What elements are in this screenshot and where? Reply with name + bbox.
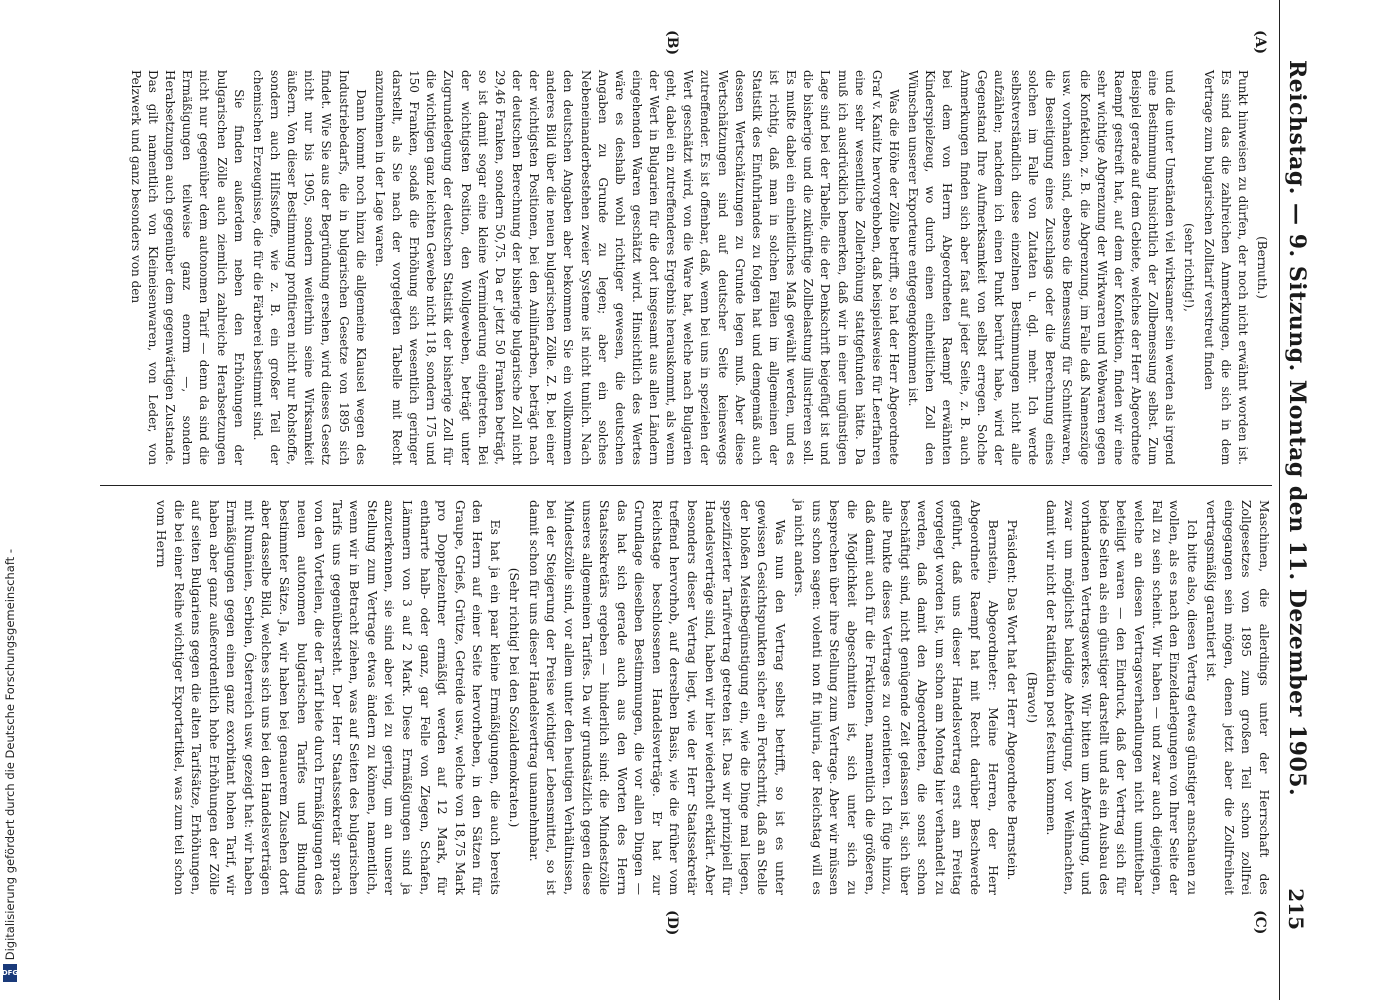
president-statement: Präsident: Das Wort hat der Herr Abgeordnete Bernstein. <box>1005 519 1020 881</box>
margin-marker-b: (B) <box>664 30 680 56</box>
paragraph: Maschinen, die allerdings unter der Herrschaft des Zollgesetzes von 1895 zum großen Teil schon zollfrei eingegangen sein mögen, denen jetzt aber die Zollfreiheit vertragsmäßig garantiert ist. <box>1204 500 1271 895</box>
speech-bernstein: Bernstein, Abgeordneter: Meine Herren, der Herr Abgeordnete Raempf hat mit Recht darüber Beschwerde geführt, daß uns dieser Handelsvertrag erst am Freitag vorgelegt worden ist, um schon am Montag hier verhandelt zu werden, daß damit den Abgeordneten, die sonst schon beschäftigt sind, nicht genügende Zeit gelassen ist, sich über alle Punkte dieses Vertrages zu orientieren. Ich füge hinzu, daß damit auch für die Fraktionen, namentlich die größeren, die Möglichkeit abgeschnitten ist, sich unter sich zu besprechen über ihre Stellung zum Vertrage. Aber wir müssen uns schon sagen: volenti non fit injuria, der Reichstag will es ja nicht anders. <box>792 500 1000 895</box>
dfg-logo: DFG <box>3 964 17 982</box>
right-column <box>100 500 1272 895</box>
column-separator <box>100 485 1272 486</box>
interjection: (Sehr richtig! bei den Sozialdemokraten.) <box>507 567 522 828</box>
speaker-tag: (Bernuth.) <box>1255 236 1269 299</box>
paragraph: und die unter Umständen viel wirksamer sein werden als irgend eine Bestimmung hinsichtlich der Zollbemessung selbst. Zum Beispiel gerade auf dem Gebiete, welches der Herr Abgeordnete Raempf gestreift hat, auf dem der Konfektion, finden wir eine sehr wichtige Abgrenzung der Wirkwaren und Webwaren gegen die Konfektion, z. B. die Abgrenzung, im Falle daß Namenszüge usw. vorhanden sind, ebenso die Bemessung für Schnittwaren, die Beseitigung eines Zuschlags oder die Berechnung eines solchen im Falle von Zutaten u. dgl. mehr. Ich werde selbstverständlich diese einzelnen Bestimmungen nicht alle aufzählen; nachdem ich einen Punkt berührt habe, wird der Gegenstand Ihre Aufmerksamkeit von selbst erregen. Solche Anmerkungen finden sich aber fast auf jeder Seite, z. B. auch bei dem von Herrn Abgeordneten Raempf erwähnten Kinderspielzeug, wo durch einen einheitlichen Zoll den Wünschen unserer Exporteure entgegengekommen ist. <box>906 70 1178 465</box>
paragraph: Dann kommt noch hinzu die allgemeine Klausel wegen des Industriebedarfs, die in bulgarischen Gesetze von 1895 sich findet. Wie Sie aus der Begründung ersehen, wird dieses Gesetz nicht nur bis 1905, sondern weiterhin seine Wirksamkeit äußern. Von dieser Bestimmung profitieren nicht nur Rohstoffe, sondern auch Hilfsstoffe, wie z. B. ein großer Teil der chemischen Erzeugnisse, die für die Färberei bestimmt sind. <box>250 70 368 465</box>
left-column <box>100 70 1272 465</box>
rotated-page-content <box>80 0 1320 1000</box>
paragraph: Punkt hinweisen zu dürfen, der noch nicht erwähnt worden ist. Es sind das die zahlreichen Anmerkungen, die sich in dem Vertrage zum bulgarischen Zolltarif verstreut finden <box>1201 70 1250 465</box>
margin-marker-d: (D) <box>664 910 680 936</box>
paragraph: Es hat ja ein paar kleine Ermäßigungen, die auch bereits den Herrn auf einer Seite hervorheben, in den Sätzen für Graupe, Grieß, Grütze, Getreide usw., welche von 18,75 Mark pro Doppelzentner ermäßigt werden auf 12 Mark, für entharrte halb- oder ganz, gar Felle von Ziegen, Schafen, Lämmern von 3 auf 2 Mark. Diese Ermäßigungen sind ja anzuerkennen, sie sind aber viel zu gering, um an unserer Stellung zum Vertrage etwas ändern zu können, namentlich, wenn wir in Betracht ziehen, was auf Seiten des bulgarischen Tarifs uns gegenübersteht. Der Herr Staatssekretär sprach von den Vorteilen, die der Tarif biete durch Ermäßigungen des neuen autonomen bulgarischen Tarifes und Bindung bestimmter Sätze. Ja, wir haben bei genauerem Zusehen dort aber dasselbe Bild, welches sich uns bei den Handelsverträgen mit Rumänien, Serbien, Österreich usw. gezeigt hat: wir haben Ermäßigungen gegen einen ganz exorbitant hohen Tarif, wir haben aber ganz außerordentlich hohe Erhöhungen der Zölle auf seiten Bulgariens gegen die alten Tarifsätze, Erhöhungen, die bei einer Reihe wichtiger Exportartikel, was zum teil schon vom Herrn <box>154 500 502 895</box>
running-head: Reichstag. — 9. Sitzung. Montag den 11. Dezember 1905. <box>1284 60 1310 797</box>
paragraph: Ich bitte also, diesen Vertrag etwas günstiger anschauen zu wollen, als es nach den Einzeldarlegungen von Ihrer Seite der Fall zu sein scheint. Wir haben — und zwar auch diejenigen, welche an diesen Vertragsverhandlungen nicht unmittelbar beteiligt waren — den Eindruck, daß der Vertrag sich für beide Seiten als ein günstiger darstellt und als ein Ausbau des vorhandenen Vertragswerkes. Wir bitten um Abfertigung, und zwar um möglichst baldige Abfertigung, vor Weihnachten, damit wir nicht der Ratifikation post festum kommen. <box>1044 500 1199 895</box>
interjection: (sehr richtig!), <box>1182 223 1197 312</box>
paragraph: Was nun den Vertrag selbst betrifft, so ist es unter gewissen Gesichtspunkten sicher ein Fortschritt, daß an Stelle der bloßen Meistbegünstigung ein, wie die Dinge mal liegen, spezifizierter Tarifvertrag getreten ist. Das wir prinzipiell für Handelsverträge sind, haben wir hier wiederholt erklärt. Aber besonders dieser Vertrag liegt, wie der Herr Staatssekretär treffend hervorhob, auf derselben Basis, wie die früher vom Reichstage beschlossenen Handelsverträge. Er hat zur Grundlage dieselben Bestimmungen, die vor allen Dingen — das hat sich gerade auch aus den Worten des Herrn Staatssekretärs ergeben — hinderlich sind: die Mindestzölle unseres allgemeinen Tarifes. Da wir grundsätzlich gegen diese Mindestzölle sind, vor allem unter den heutigen Verhältnissen, bei der Steigerung der Preise wichtiger Lebensmittel, so ist damit schon für uns dieser Handelsvertrag unannehmbar. <box>526 500 787 895</box>
paragraph: Was die Höhe der Zölle betrifft, so hat der Herr Abgeordnete Graf v. Kanitz hervorgehoben, daß beispielsweise für Leerfahren eine sehr wesentliche Zollerhöhung stattgefunden hätte. Da muß ich ausdrücklich bemerken, daß wir in einer ungünstigen Lage sind bei der Tabelle, die der Denkschrift beigefügt ist und die bisherige und die zukünftige Zollbelastung illustrieren soll. Es mußte dabei ein einheitliches Maß gewählt werden, und es ist richtig, daß man in solchen Fällen im allgemeinen der Statistik des Einfuhrlandes zu folgen hat und demgemäß auch dessen Wertschätzungen zu Grunde legen muß. Aber diese Wertschätzungen sind auf deutscher Seite keineswegs zutreffender. Es ist offenbar, daß, wenn bei uns in spezielen der Wert geschätzt wird, von die Ware hat, welche nach Bulgarien geht, dabei ein zutreffenderes Ergebnis herauskommt, als wenn der Wert in Bulgarien für die dort insgesamt aus allen Ländern eingehenden Waren geschätzt wird. Hinsichtlich des Wertes wäre es deshalb wohl richtiger gewesen, die deutschen Angaben zu Grunde zu legen; aber ein solches Nebeneinanderbestehen zweier Systeme ist nicht tunlich. Nach den deutschen Angaben aber bekommen Sie ein vollkommen anderes Bild über die neuen bulgarischen Zölle. Z. B. bei einer der wichtigsten Positionen, bei den Anilinfarben, beträgt nach der deutschen Berechnung der bisherige bulgarische Zoll nicht 29,46 Franken, sondern 50,75. Da er jetzt 50 Franken beträgt, so ist damit sogar eine kleine Verminderung eingetreten. Bei der wichtigsten Position, den Wollgeweben, beträgt unter Zugrundelegung der deutschen Statistik der bisherige Zoll für die wichtigen ganz leichten Gewebe nicht 118, sondern 175 und 150 Franken, sodaß die Erhöhung sich wesentlich geringer darstellt, als Sie nach der vorgelegten Tabelle mit Recht anzunehmen in der Lage waren. <box>372 70 902 465</box>
page-header <box>1279 0 1320 1000</box>
page-number: 215 <box>1284 888 1308 930</box>
margin-marker-a: (A) <box>1252 30 1268 55</box>
digitization-sidebar <box>0 0 20 1000</box>
paragraph: Sie finden außerdem neben den Erhöhungen der bulgarischen Zölle auch ziemlich zahlreiche Herabsetzungen nicht nur gegenüber dem autonomen Tarif — denn da sind die Ermäßigungen teilweise ganz enorm —, sondern Herabsetzungen auch gegenüber dem gegenwärtigen Zustande. Das gilt namentlich von Kleineisenwaren, von Leder, von Pelzwerk und ganz besonders von den <box>128 70 246 465</box>
margin-marker-c: (C) <box>1252 910 1268 935</box>
digitization-credit: Digitalisierung gefördert durch die Deutsche Forschungsgemeinschaft - <box>3 548 17 960</box>
interjection: (Bravo!) <box>1024 671 1039 724</box>
document-page <box>20 0 1383 1000</box>
